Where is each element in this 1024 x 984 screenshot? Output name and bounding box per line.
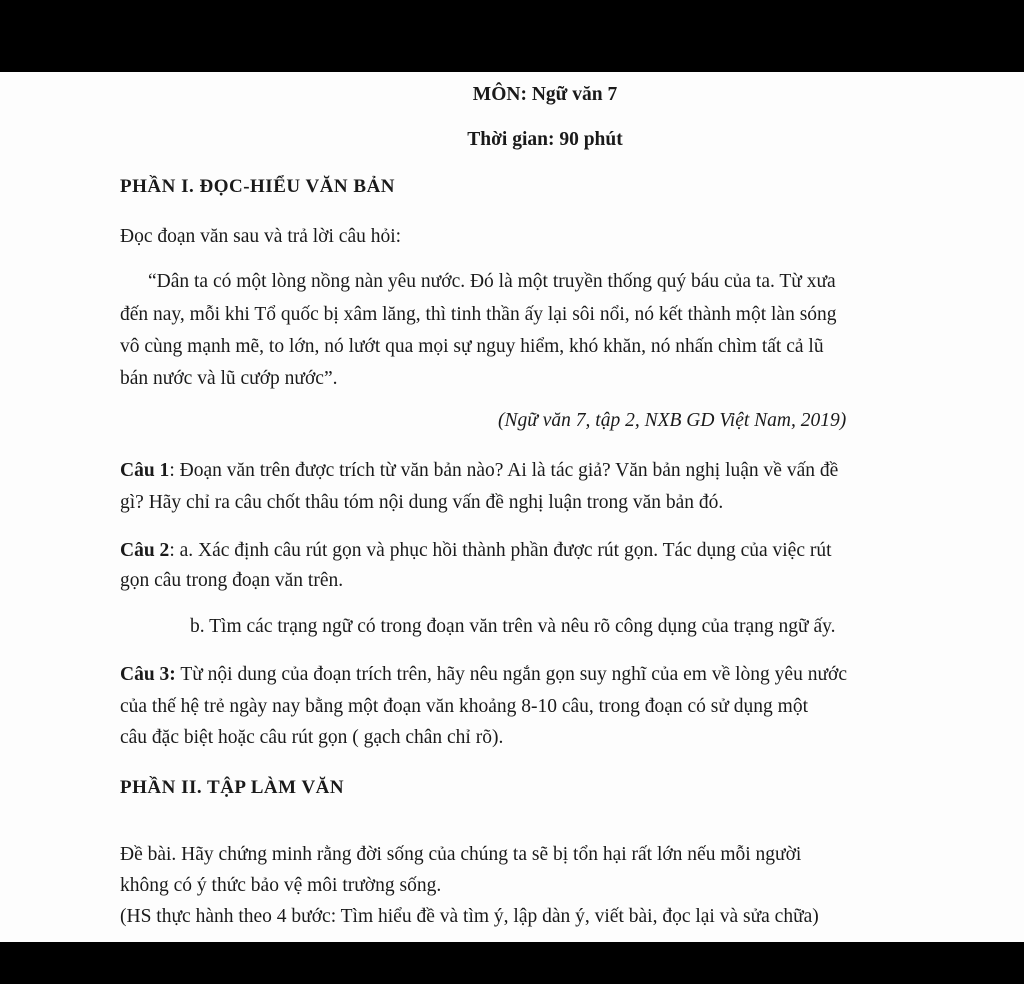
passage-line: vô cùng mạnh mẽ, to lớn, nó lướt qua mọi sự nguy hiểm, khó khăn, nó nhấn chìm tất cả lũ	[120, 336, 824, 357]
question-2-label: Câu 2	[120, 540, 170, 561]
passage-line: bán nước và lũ cướp nước”.	[120, 368, 338, 389]
part2-title: PHẦN II. TẬP LÀM VĂN	[120, 777, 345, 798]
essay-steps-note: (HS thực hành theo 4 bước: Tìm hiểu đề và tìm ý, lập dàn ý, viết bài, đọc lại và sửa chữa)	[120, 906, 819, 927]
essay-prompt: Đề bài. Hãy chứng minh rằng đời sống của chúng ta sẽ bị tổn hại rất lớn nếu mỗi người	[120, 844, 802, 865]
question-3	[120, 662, 847, 688]
question-3-text: Từ nội dung của đoạn trích trên, hãy nêu ngắn gọn suy nghĩ của em về lòng yêu nước	[175, 664, 847, 685]
essay-prompt-continued: không có ý thức bảo vệ môi trường sống.	[120, 875, 442, 896]
document-page	[0, 72, 1024, 942]
question-2-text: : a. Xác định câu rút gọn và phục hồi thành phần được rút gọn. Tác dụng của việc rút	[169, 540, 832, 561]
question-3-continued: của thế hệ trẻ ngày nay bằng một đoạn văn khoảng 8-10 câu, trong đoạn có sử dụng một	[120, 696, 809, 717]
time-heading: Thời gian: 90 phút	[467, 129, 623, 150]
passage-line: đến nay, mỗi khi Tổ quốc bị xâm lăng, thì tinh thần ấy lại sôi nổi, nó kết thành một làn sóng	[120, 304, 837, 325]
question-1-text: : Đoạn văn trên được trích từ văn bản nào? Ai là tác giả? Văn bản nghị luận về vấn đề	[169, 460, 839, 481]
question-2b: b. Tìm các trạng ngữ có trong đoạn văn trên và nêu rõ công dụng của trạng ngữ ấy.	[190, 616, 836, 637]
question-2-continued: gọn câu trong đoạn văn trên.	[120, 570, 344, 591]
question-3-label: Câu 3:	[120, 664, 176, 685]
passage-source: (Ngữ văn 7, tập 2, NXB GD Việt Nam, 2019)	[498, 410, 847, 431]
question-1	[120, 458, 838, 484]
question-1-continued: gì? Hãy chỉ ra câu chốt thâu tóm nội dung vấn đề nghị luận trong văn bản đó.	[120, 492, 724, 513]
question-3-continued: câu đặc biệt hoặc câu rút gọn ( gạch chân chỉ rõ).	[120, 727, 504, 748]
subject-heading: MÔN: Ngữ văn 7	[472, 84, 618, 105]
bottom-black-bar	[0, 942, 1024, 984]
part1-instruction: Đọc đoạn văn sau và trả lời câu hỏi:	[120, 226, 402, 247]
question-1-label: Câu 1	[120, 460, 170, 481]
part1-title: PHẦN I. ĐỌC-HIỂU VĂN BẢN	[120, 176, 396, 197]
passage-line: “Dân ta có một lòng nồng nàn yêu nước. Đó là một truyền thống quý báu của ta. Từ xưa	[148, 271, 836, 292]
question-2	[120, 538, 832, 564]
top-black-bar	[0, 0, 1024, 72]
